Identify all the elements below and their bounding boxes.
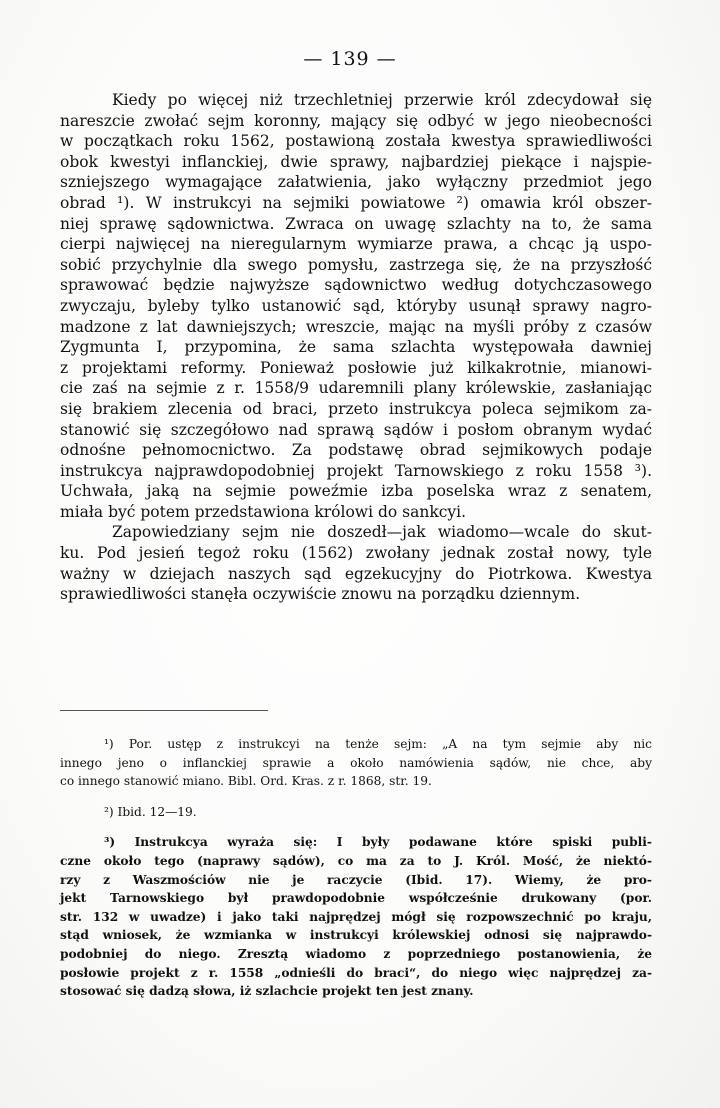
text-line: obrad ¹). W instrukcyi na sejmiki powiatowe ²) omawia król obszer- (60, 193, 652, 212)
text-line: miała być potem przedstawiona królowi do sankcyi. (60, 502, 467, 521)
text-line: instrukcya najprawdopodobniej projekt Tarnowskiego z roku 1558 ³). (60, 461, 652, 480)
text-line: niej sprawę sądownictwa. Zwraca on uwagę szlachty na to, że sama (60, 214, 652, 233)
footnote-1 (60, 735, 652, 791)
footnote-line: ¹) Por. ustęp z instrukcyi na tenże sejm: „A na tym sejmie aby nic (104, 737, 652, 751)
footnote-line: innego jeno o inflanckiej sprawie a około namówienia sądów, nie chce, aby (60, 755, 652, 770)
text-line: z projektami reformy. Ponieważ posłowie już kilkakrotnie, mianowi- (60, 358, 652, 377)
text-line: Zapowiedziany sejm nie doszedł—jak wiadomo—wcale do skut- (112, 523, 652, 542)
text-line: cierpi najwięcej na nieregularnym wymiarze prawa, a chcąc ją uspo- (60, 235, 652, 254)
text-line: sprawować będzie najwyższe sądownictwo według dotychczasowego (60, 276, 652, 295)
footnote-line: stąd wniosek, że wzmianka w instrukcyi królewskiej odnosi się najprawdo- (60, 928, 652, 943)
text-line: nareszcie zwołać sejm koronny, mający się odbyć w jego nieobecności (60, 111, 652, 130)
text-line: Zygmunta I, przypomina, że sama szlachta występowała dawniej (60, 338, 652, 357)
text-line: madzone z lat dawniejszych; wreszcie, mając na myśli próby z czasów (60, 317, 652, 336)
text-line: ku. Pod jesień tegoż roku (1562) zwołany jednak został nowy, tyle (60, 544, 652, 563)
footnote-line: ²) Ibid. 12—19. (104, 804, 197, 819)
page-number: — 139 — (303, 48, 397, 70)
text-line: cie zaś na sejmie z r. 1558/9 udaremnili plany królewskie, zasłaniając (60, 379, 652, 398)
text-line: ważny w dziejach naszych sąd egzekucyjny do Piotrkowa. Kwestya (60, 564, 652, 583)
footnotes (60, 735, 652, 1013)
text-line: stanowić się szczegółowo nad sprawą sądów i posłom obranym wydać (60, 420, 652, 439)
footnote-line: posłowie projekt z r. 1558 „odnieśli do braci“, do niego więc najprędzej za- (60, 965, 652, 980)
footnote-line: rzy z Waszmościów nie je raczycie (Ibid. 17). Wiemy, że pro- (60, 872, 652, 887)
text-line: się brakiem zlecenia od braci, przeto instrukcya poleca sejmikom za- (60, 399, 652, 418)
text-line: sobić przychylnie dla swego pomysłu, zastrzega się, że na przyszłość (60, 255, 652, 274)
text-line: odnośne pełnomocnictwo. Za podstawę obrad sejmikowych podaje (60, 441, 652, 460)
footnote-line: stosować się dadzą słowa, iż szlachcie projekt ten jest znany. (60, 984, 474, 999)
footnote-line: jekt Tarnowskiego był prawdopodobnie współcześnie drukowany (por. (60, 891, 652, 906)
text-line: Uchwała, jaką na sejmie poweźmie izba poselska wraz z senatem, (60, 482, 652, 501)
footnote-line: czne około tego (naprawy sądów), co ma za to J. Król. Mość, że niektó- (60, 853, 652, 868)
footnote-line: podobniej do niego. Zresztą wiadomo z poprzedniego postanowienia, że (60, 946, 652, 961)
text-line: Kiedy po więcej niż trzechletniej przerwie król zdecydował się (112, 91, 652, 109)
footnote-line: ³) Instrukcya wyraża się: I były podawane które spiski publi- (104, 835, 652, 850)
text-line: obok kwestyi inflanckiej, dwie sprawy, najbardziej piekące i najspie- (60, 152, 652, 171)
footnote-line: co innego stanowić miano. Bibl. Ord. Kras. z r. 1868, str. 19. (60, 774, 432, 789)
text-line: sprawiedliwości stanęła oczywiście znowu na porządku dziennym. (60, 585, 581, 604)
text-line: w początkach roku 1562, postawioną została kwestya sprawiedliwości (60, 132, 652, 151)
text-line: szniejszego wymagające załatwienia, jako wyłączny przedmiot jego (60, 173, 652, 192)
footnote-divider (60, 710, 268, 711)
footnote-3 (60, 833, 652, 1000)
footnote-2 (60, 803, 652, 822)
main-text (60, 90, 652, 605)
text-line: zwyczaju, byleby tylko ustanowić sąd, któryby usunął sprawy nagro- (60, 296, 652, 315)
footnote-line: str. 132 w uwadze) i jako taki najprędzej mógł się rozpowszechnić po kraju, (60, 909, 652, 924)
